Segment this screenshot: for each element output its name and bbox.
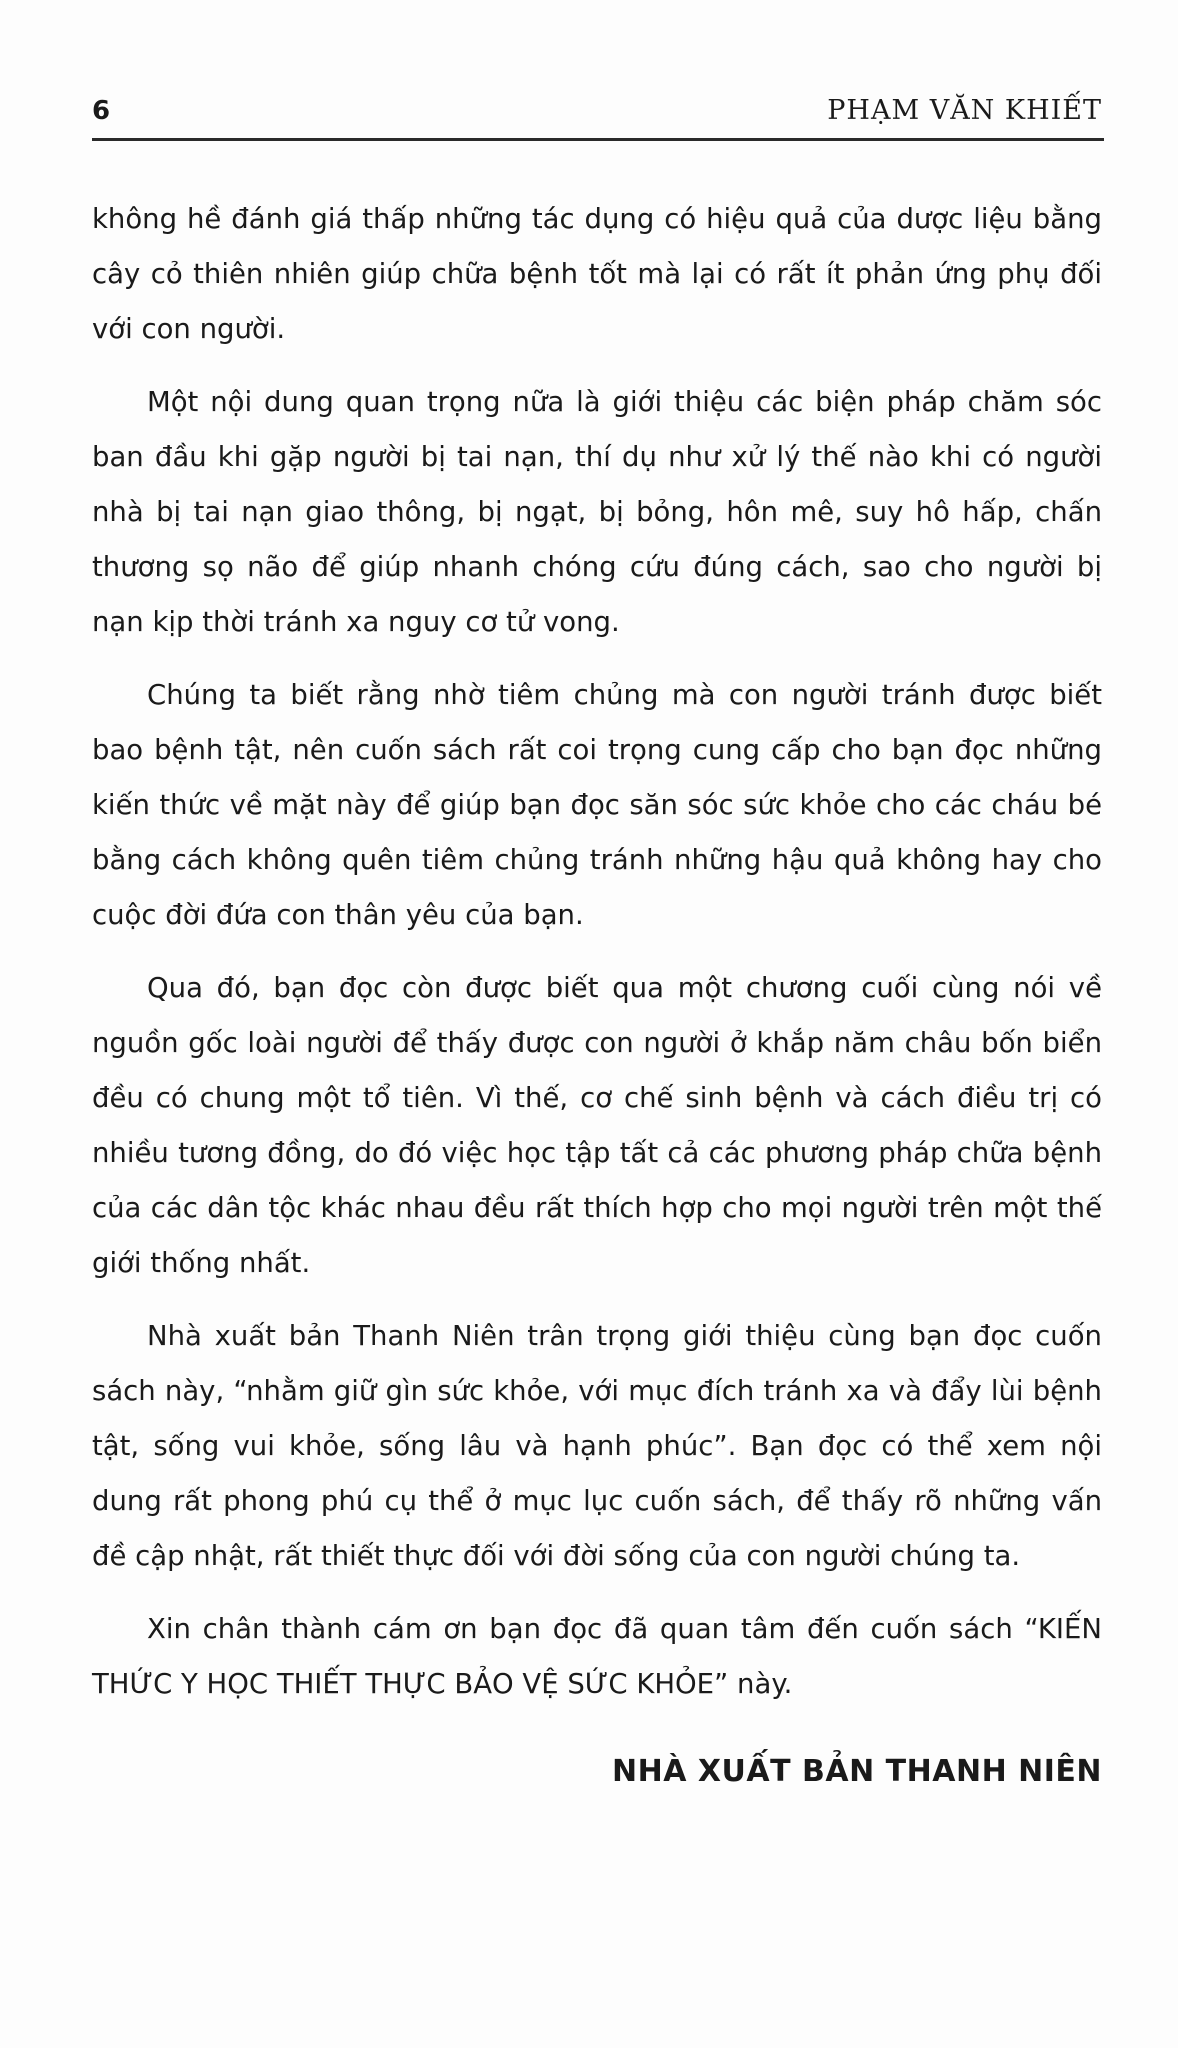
paragraph-3: Chúng ta biết rằng nhờ tiêm chủng mà con người tránh được biết bao bệnh tật, nên cuốn sách rất coi trọng cung cấp cho bạn đọc những kiến thức về mặt này để giúp bạn đọc săn sóc sức khỏe cho các cháu bé bằng cách không quên tiêm chủng tránh những hậu quả không hay cho cuộc đời đứa con thân yêu của bạn. — [92, 679, 1102, 931]
page-header — [92, 92, 1102, 142]
page-number: 6 — [92, 96, 111, 126]
publisher-signature: NHÀ XUẤT BẢN THANH NIÊN — [612, 1754, 1102, 1789]
paragraph-6: Xin chân thành cám ơn bạn đọc đã quan tâm đến cuốn sách “KIẾN THỨC Y HỌC THIẾT THỰC BẢO VỆ SỨC KHỎE” này. — [92, 1613, 1102, 1700]
paragraph-4: Qua đó, bạn đọc còn được biết qua một chương cuối cùng nói về nguồn gốc loài người để thấy được con người ở khắp năm châu bốn biển đều có chung một tổ tiên. Vì thế, cơ chế sinh bệnh và cách điều trị có nhiều tương đồng, do đó việc học tập tất cả các phương pháp chữa bệnh của các dân tộc khác nhau đều rất thích hợp cho mọi người trên một thế giới thống nhất. — [92, 972, 1102, 1279]
paragraph-5: Nhà xuất bản Thanh Niên trân trọng giới thiệu cùng bạn đọc cuốn sách này, “nhằm giữ gìn sức khỏe, với mục đích tránh xa và đẩy lùi bệnh tật, sống vui khỏe, sống lâu và hạnh phúc”. Bạn đọc có thể xem nội dung rất phong phú cụ thể ở mục lục cuốn sách, để thấy rõ những vấn đề cập nhật, rất thiết thực đối với đời sống của con người chúng ta. — [92, 1320, 1102, 1572]
paragraph-1: không hề đánh giá thấp những tác dụng có hiệu quả của dược liệu bằng cây cỏ thiên nhiên giúp chữa bệnh tốt mà lại có rất ít phản ứng phụ đối với con người. — [92, 203, 1102, 345]
body-text — [92, 192, 1102, 1730]
running-head-author: PHẠM VĂN KHIẾT — [827, 95, 1102, 126]
paragraph-2: Một nội dung quan trọng nữa là giới thiệu các biện pháp chăm sóc ban đầu khi gặp người bị tai nạn, thí dụ như xử lý thế nào khi có người nhà bị tai nạn giao thông, bị ngạt, bị bỏng, hôn mê, suy hô hấp, chấn thương sọ não để giúp nhanh chóng cứu đúng cách, sao cho người bị nạn kịp thời tránh xa nguy cơ tử vong. — [92, 386, 1102, 638]
header-rule — [92, 138, 1104, 141]
